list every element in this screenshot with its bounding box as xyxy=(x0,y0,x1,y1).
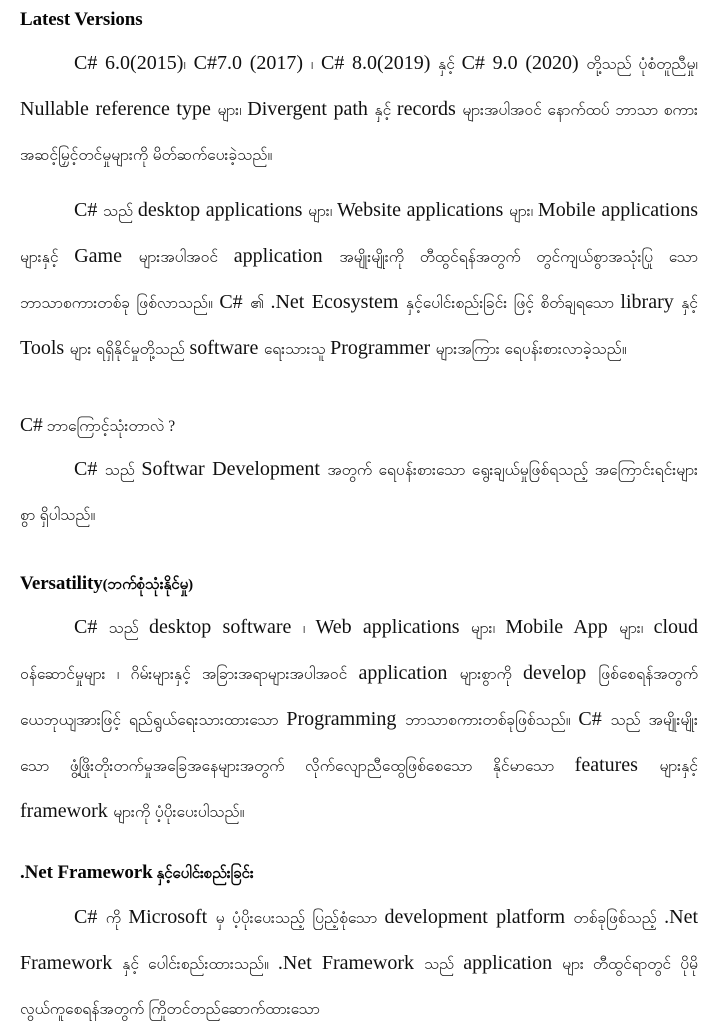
question-why-csharp-mm: ဘာကြောင့်သုံးတာလဲ ? xyxy=(42,418,176,436)
text-run-myanmar: များ၊ xyxy=(217,102,248,120)
text-run-myanmar: ဘာသာစကားတစ်ခုဖြစ်သည်။ xyxy=(405,712,579,730)
text-run-english: records xyxy=(396,98,463,121)
text-run-myanmar: ဖြစ်စေရန်အတွက် ယေဘုယျအားဖြင့် ရည်ရွယ်ရေးသားထားသော xyxy=(20,666,699,730)
text-run-english: Website applications xyxy=(337,199,509,222)
text-run-english: C# 6.0(2015) xyxy=(74,52,184,75)
text-run-english: Web applications xyxy=(315,616,471,639)
text-run-myanmar: ၊ xyxy=(310,56,314,74)
text-run-myanmar: များနှင့် xyxy=(659,758,699,776)
text-run-myanmar: ကို xyxy=(105,909,129,927)
text-run-english: C# xyxy=(219,291,251,314)
text-run-myanmar: အမျိုးမျိုးကို တီထွင်ရန်အတွက် တွင်ကျယ်စွာအသုံးပြု သော ဘာသာစကားတစ်ခု ဖြစ်လာသည်။ xyxy=(20,249,699,313)
text-run-english: Microsoft xyxy=(128,905,216,928)
text-run-english: development platform xyxy=(384,905,574,928)
spacer xyxy=(20,885,698,895)
text-run-english: C# 8.0(2019) xyxy=(313,52,439,75)
text-run-myanmar: များကို ပံ့ပိုးပေးပါသည်။ xyxy=(113,804,245,822)
text-run-english: desktop applications xyxy=(137,199,309,222)
paragraph-net-framework xyxy=(20,895,698,1032)
spacer xyxy=(20,178,698,188)
text-run-english: Nullable reference type xyxy=(20,98,218,121)
text-run-english: library xyxy=(620,291,682,314)
text-run-myanmar: ၊ xyxy=(183,56,186,74)
text-run-english: Mobile applications xyxy=(537,199,699,222)
text-run-english: Softwar Development xyxy=(141,458,328,481)
text-run-myanmar: ဝန်ဆောင်မှုများ ၊ ဂိမ်းများနှင့် အခြားအရာများအပါအဝင် xyxy=(20,666,359,684)
text-run-myanmar: သည် xyxy=(424,955,464,973)
text-run-english: C# xyxy=(74,199,104,222)
question-why-csharp-en: C# xyxy=(20,415,43,437)
text-run-english: features xyxy=(574,754,660,777)
text-run-english: .Net Framework xyxy=(20,905,698,974)
text-run-myanmar: အတွက် ရေပန်းစားသော ရွေးချယ်မှုဖြစ်ရသည့် အကြောင်းရင်းများစွာ ရှိပါသည်။ xyxy=(20,462,698,525)
text-run-myanmar: ၊ xyxy=(302,620,316,638)
text-run-english: C# xyxy=(74,458,105,481)
text-run-myanmar: များအကြား ရေပန်းစားလာခဲ့သည်။ xyxy=(435,341,627,359)
text-run-english: software xyxy=(189,337,264,360)
paragraph-versatility xyxy=(20,605,698,835)
text-run-english: C#7.0 (2017) xyxy=(185,52,311,75)
text-run-myanmar: သည် အမျိုးမျိုး သော ဖွံ့ဖြိုးတိုးတက်မှုအခြေအနေများအတွက် လိုက်လျောညီထွေဖြစ်စေသော နိုင်မာသော xyxy=(20,712,698,776)
text-run-myanmar: ရေးသားသူ xyxy=(263,341,331,359)
text-run-myanmar: များနှင့် xyxy=(20,249,75,267)
text-run-myanmar: သည် xyxy=(103,203,138,221)
text-run-myanmar: များ၊ xyxy=(619,620,654,638)
text-run-myanmar: နှင့် xyxy=(374,102,397,120)
text-run-myanmar: နှင့်ပေါင်းစည်းခြင်း ဖြင့် စိတ်ချရသော xyxy=(405,295,621,313)
spacer xyxy=(20,538,698,572)
question-why-csharp xyxy=(20,406,698,447)
text-run-myanmar: များ၊ xyxy=(470,620,506,638)
text-run-english: application xyxy=(233,245,340,268)
text-run-english: Divergent path xyxy=(247,98,375,121)
text-run-english: develop xyxy=(522,662,599,685)
text-run-myanmar: များ၊ xyxy=(508,203,538,221)
spacer xyxy=(20,372,698,406)
text-run-english: C# 9.0 (2020) xyxy=(461,52,587,75)
text-run-myanmar: နှင့် xyxy=(438,56,462,74)
text-run-myanmar: များ ရရှိနိုင်မှုတို့သည် xyxy=(69,341,190,359)
text-run-myanmar: နှင့် ပေါင်းစည်းထားသည်။ xyxy=(122,955,278,973)
heading-net-framework-text: .Net Framework xyxy=(20,862,153,884)
text-run-english: C# xyxy=(74,616,109,639)
heading-versatility-text: Versatility xyxy=(20,573,103,595)
text-run-english: Tools xyxy=(20,337,70,360)
text-run-myanmar: များ တီထွင်ရာတွင် ပိုမိုလွယ်ကူစေရန်အတွက် ကြိုတင်တည်ဆောက်ထားသော xyxy=(20,955,698,1018)
text-run-english: application xyxy=(463,951,563,974)
text-run-english: C# xyxy=(578,708,611,731)
text-run-myanmar: မှ ပံ့ပိုးပေးသည့် ပြည့်စုံသော xyxy=(215,909,385,927)
heading-versatility xyxy=(20,572,698,595)
heading-latest-versions-text: Latest Versions xyxy=(20,9,143,30)
spacer xyxy=(20,31,698,41)
text-run-english: .Net Framework xyxy=(277,951,425,974)
text-run-myanmar: များအပါအဝင် xyxy=(138,249,234,267)
text-run-english: Mobile App xyxy=(505,616,620,639)
text-run-myanmar: သည် xyxy=(108,620,150,638)
text-run-english: application xyxy=(358,662,460,685)
text-run-myanmar: သည် xyxy=(104,462,142,480)
text-run-myanmar: နှင့် xyxy=(681,295,699,313)
text-run-english: C# xyxy=(74,905,106,928)
spacer xyxy=(20,595,698,605)
text-run-english: Game xyxy=(74,245,139,268)
text-run-myanmar: တို့သည် ပုံစံတူညီမှု၊ xyxy=(586,56,698,74)
heading-net-framework-mm: နှင့်ပေါင်းစည်းခြင်း xyxy=(152,866,254,883)
text-run-myanmar: ၏ xyxy=(250,295,271,313)
heading-latest-versions xyxy=(20,8,698,31)
text-run-english: desktop software xyxy=(149,616,303,639)
text-run-myanmar: တစ်ခုဖြစ်သည့် xyxy=(573,909,665,927)
text-run-myanmar: များစွာကို xyxy=(459,666,523,684)
text-run-english: Programmer xyxy=(330,337,436,360)
text-run-english: framework xyxy=(20,800,114,823)
text-run-myanmar: များအပါအဝင် နောက်ထပ် ဘာသာ စကားအဆင့်မြှင့်တင်မှုများကို မိတ်ဆက်ပေးခဲ့သည်။ xyxy=(20,102,699,165)
text-run-english: Programming xyxy=(286,708,406,731)
text-run-english: .Net Ecosystem xyxy=(270,291,406,314)
paragraph-latest-versions xyxy=(20,41,698,178)
paragraph-why-csharp xyxy=(20,447,698,538)
paragraph-applications xyxy=(20,188,698,372)
heading-versatility-mm: (ဘက်စုံသုံးနိုင်မှု) xyxy=(102,577,194,594)
spacer xyxy=(20,835,698,861)
heading-net-framework xyxy=(20,861,698,884)
text-run-english: cloud xyxy=(653,616,699,639)
text-run-myanmar: များ၊ xyxy=(308,203,338,221)
